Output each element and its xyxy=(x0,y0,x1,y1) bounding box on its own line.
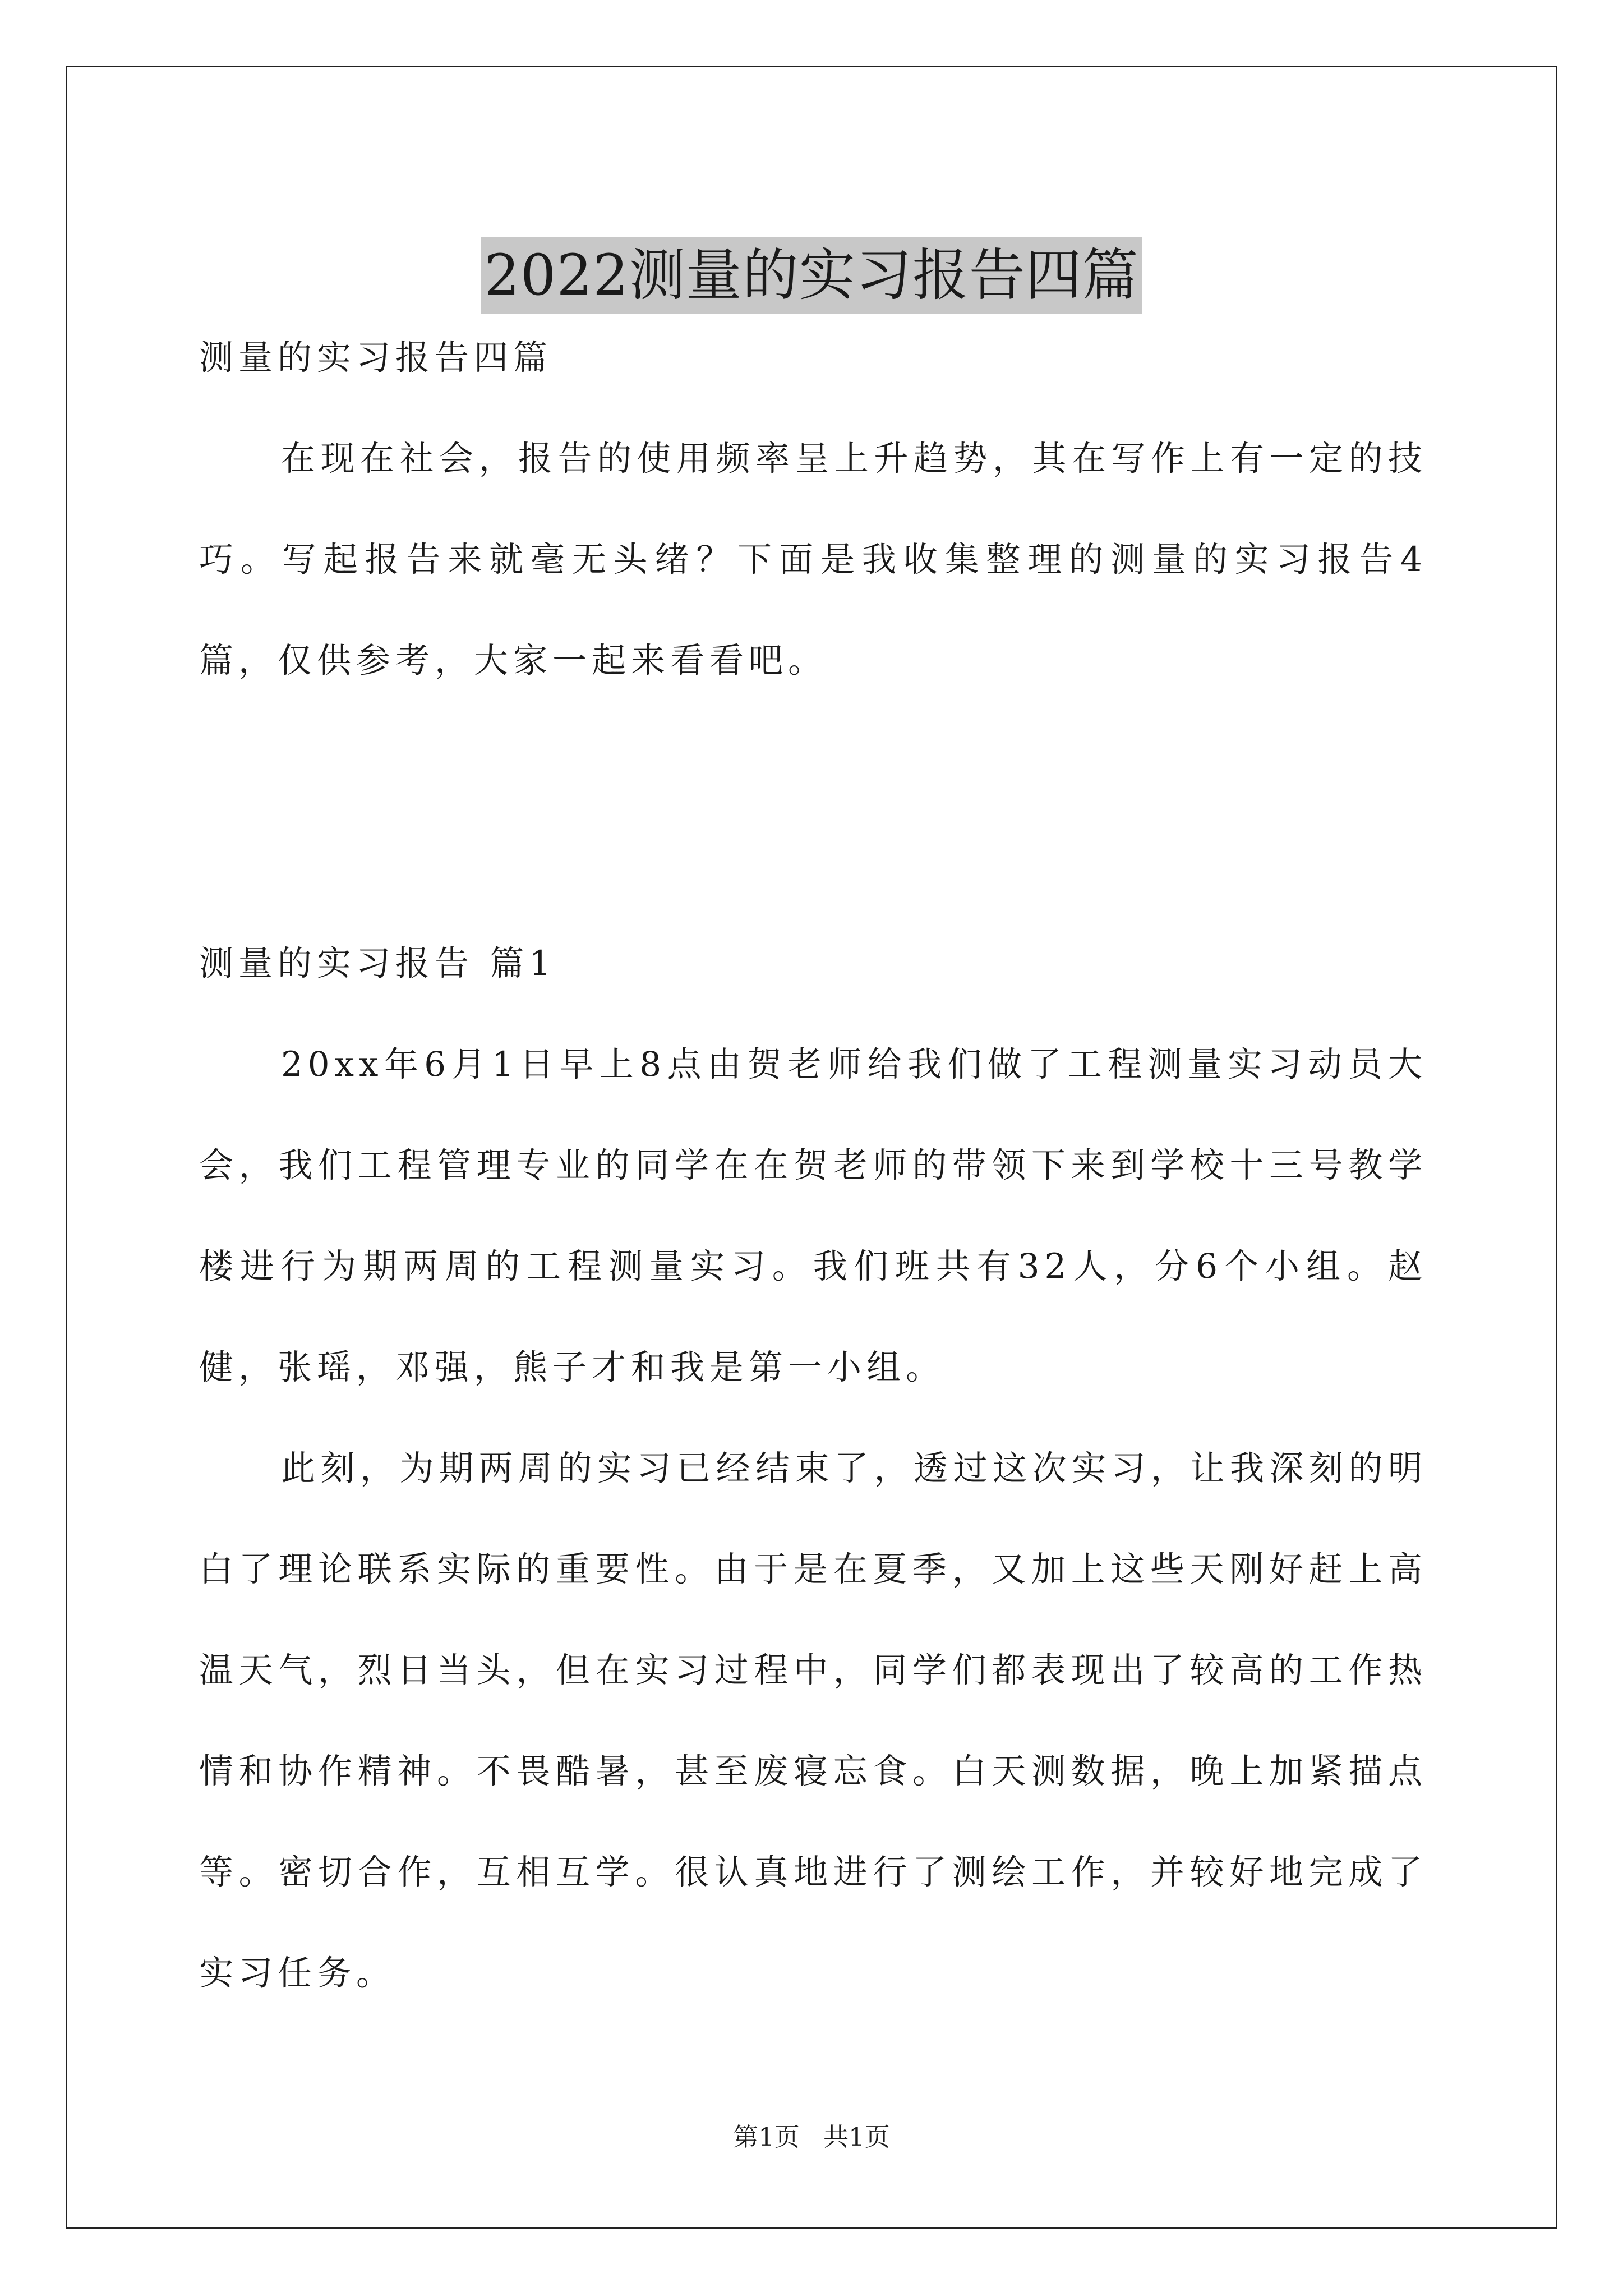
subtitle-line: 测量的实习报告四篇 xyxy=(199,338,553,378)
document-title: 2022测量的实习报告四篇 xyxy=(481,237,1142,314)
page-total: 共1页 xyxy=(823,2122,890,2152)
section-1-title: 测量的实习报告 篇1 xyxy=(199,944,556,983)
intro-paragraph: 在现在社会，报告的使用频率呈上升趋势，其在写作上有一定的技巧。写起报告来就毫无头绪？下面是我收集整理的测量的实习报告4篇，仅供参考，大家一起来看看吧。 xyxy=(199,439,1427,680)
document-body xyxy=(199,307,1427,2024)
page-footer xyxy=(0,2120,1623,2154)
page-number: 第1页 xyxy=(733,2122,800,2152)
section-1-paragraph-2: 此刻，为期两周的实习已经结束了，透过这次实习，让我深刻的明白了理论联系实际的重要性。由于是在夏季，又加上这些天刚好赶上高温天气，烈日当头，但在实习过程中，同学们都表现出了较高的工作热情和协作精神。不畏酷暑，甚至废寝忘食。白天测数据，晚上加紧描点等。密切合作，互相互学。很认真地进行了测绘工作，并较好地完成了实习任务。 xyxy=(199,1448,1427,1993)
section-1-paragraph-1: 20xx年6月1日早上8点由贺老师给我们做了工程测量实习动员大会，我们工程管理专业的同学在在贺老师的带领下来到学校十三号教学楼进行为期两周的工程测量实习。我们班共有32人，分6个小组。赵健，张瑶，邓强，熊子才和我是第一小组。 xyxy=(199,1045,1427,1387)
